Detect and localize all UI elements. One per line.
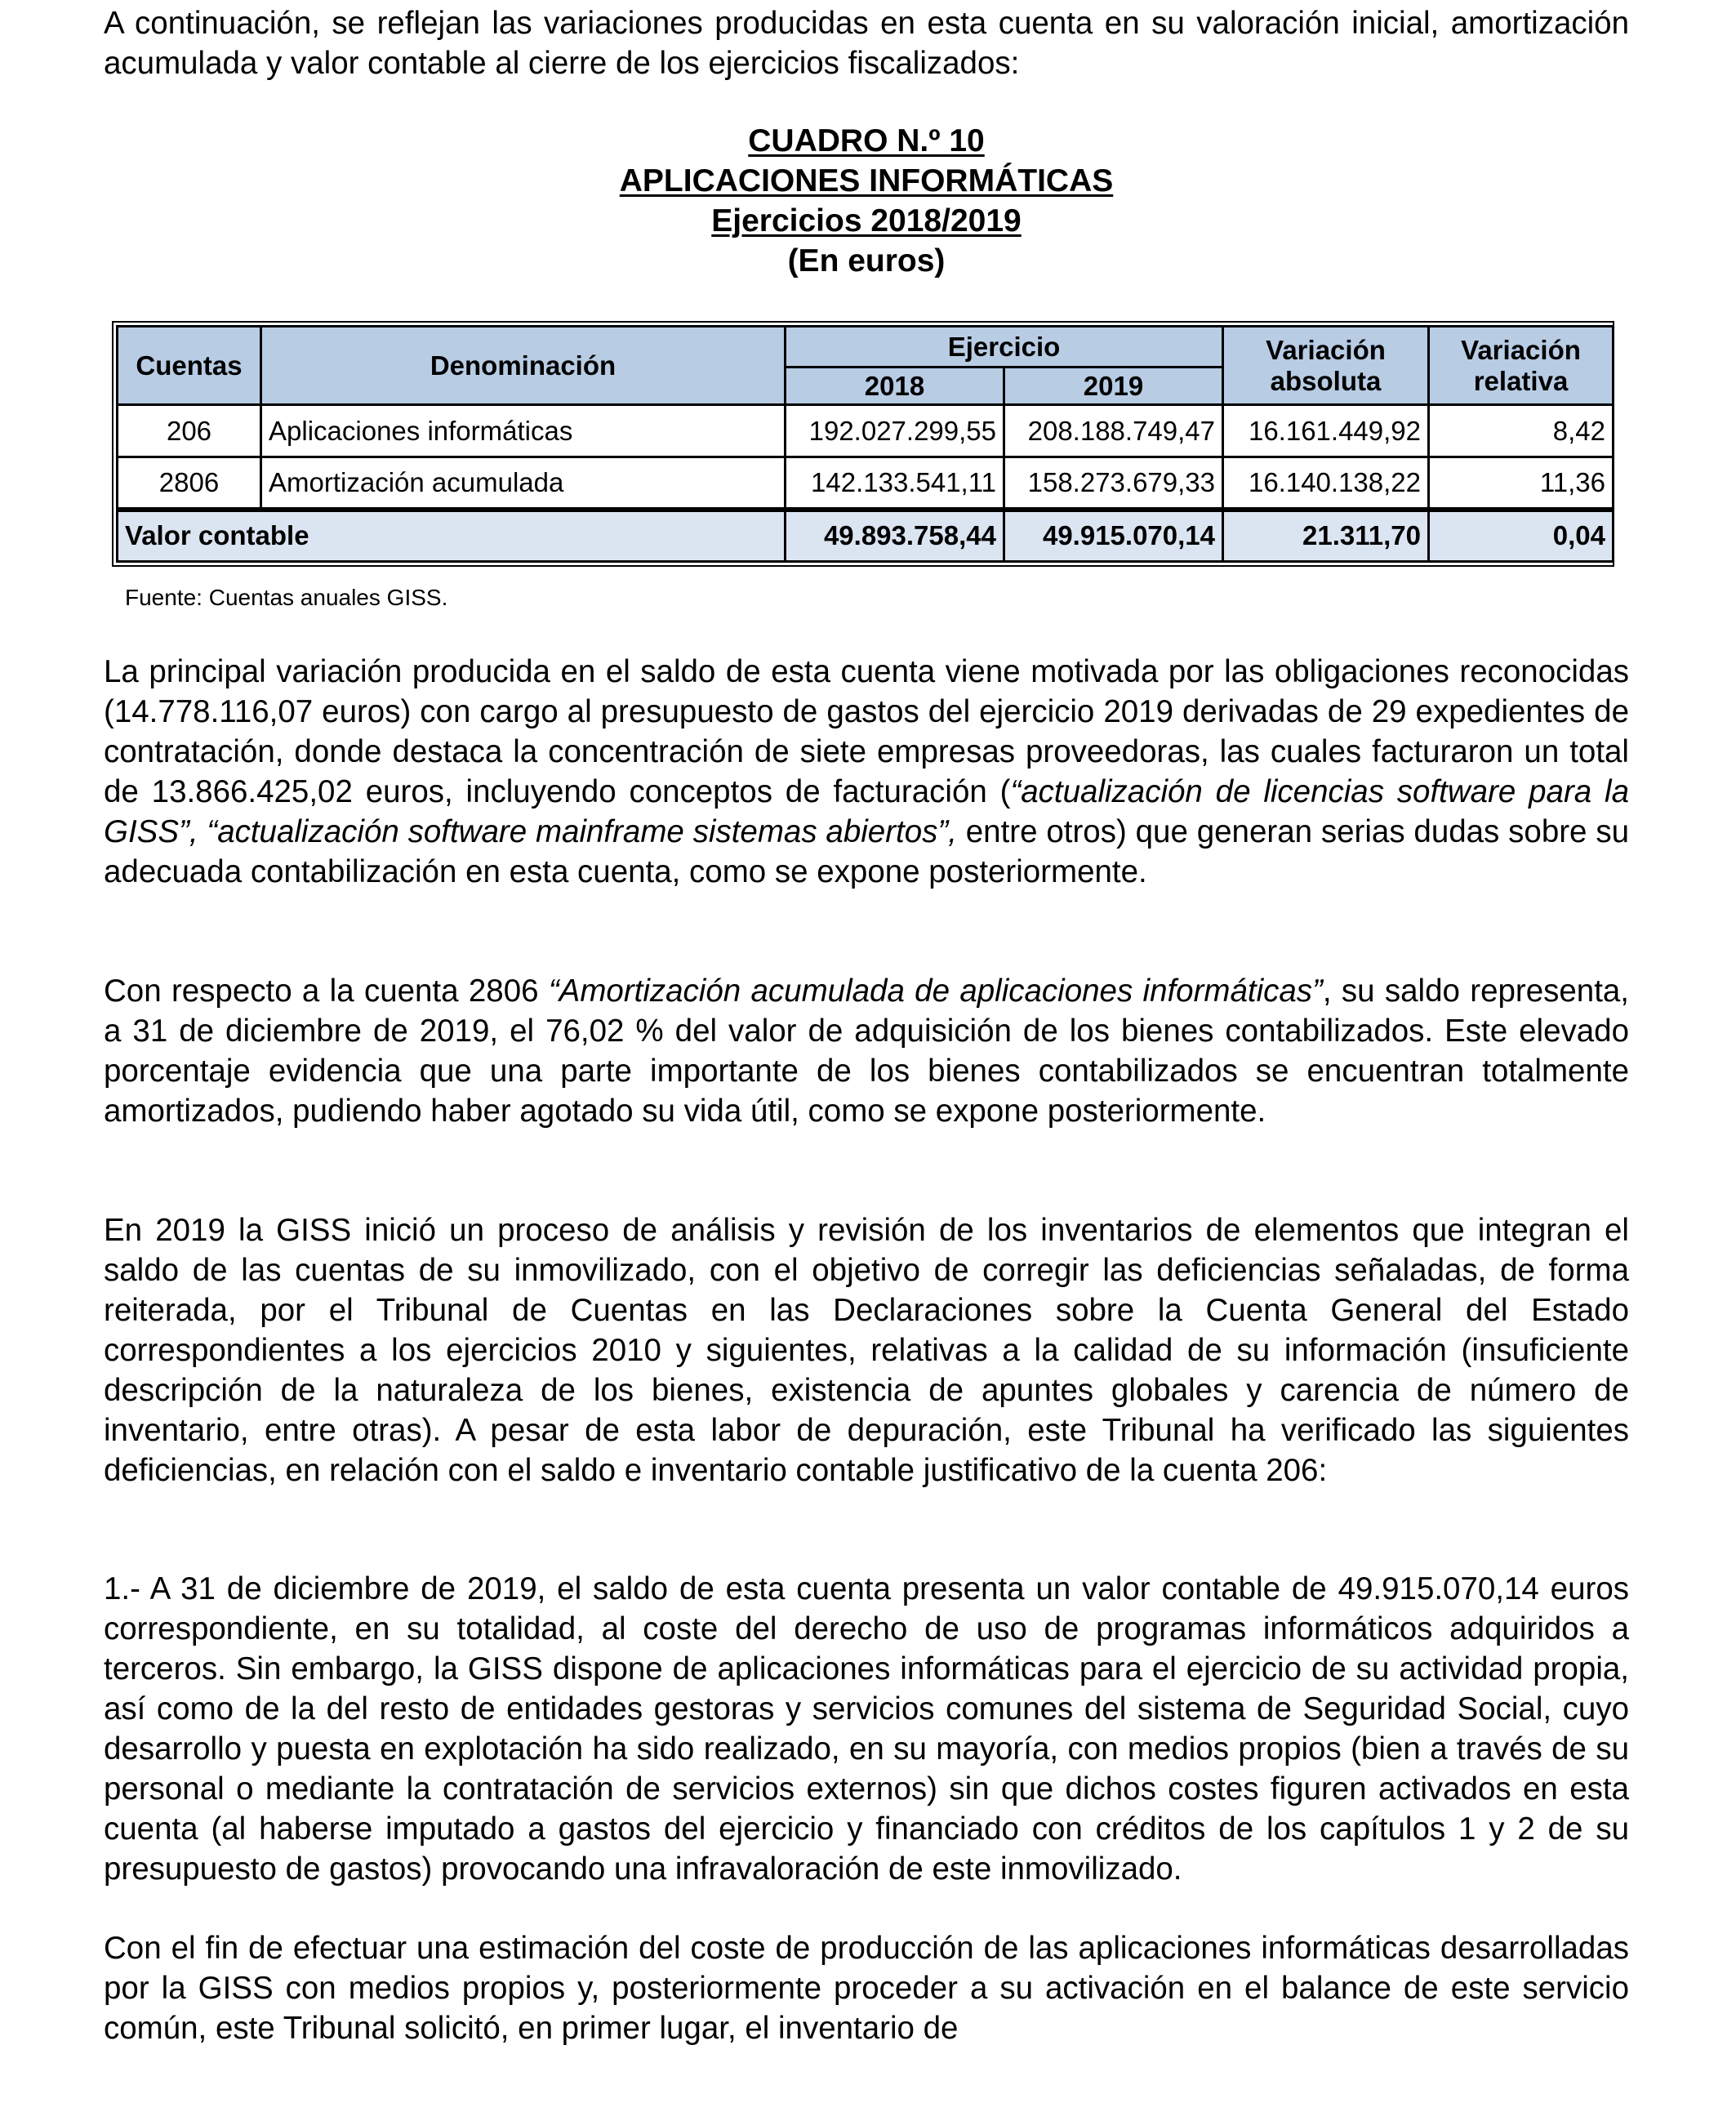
header-year-2018: 2018	[786, 368, 1004, 405]
cell-total-label: Valor contable	[118, 510, 786, 562]
cell-2018: 192.027.299,55	[786, 405, 1004, 457]
table-title: APLICACIONES INFORMÁTICAS	[619, 163, 1114, 198]
italic-quote: “actualización de licencias software para la GISS”, “actualización software mainframe sistemas abiertos”,	[104, 774, 1629, 849]
cell-2018: 142.133.541,11	[786, 457, 1004, 510]
cell-total-2019: 49.915.070,14	[1004, 510, 1223, 562]
cell-variacion-relativa: 11,36	[1429, 457, 1614, 510]
table-total-row	[118, 510, 1614, 562]
italic-quote: “Amortización acumulada de aplicaciones informáticas”	[548, 974, 1323, 1009]
table-row	[118, 405, 1614, 457]
header-ejercicio: Ejercicio	[786, 327, 1223, 368]
cell-variacion-absoluta: 16.161.449,92	[1223, 405, 1429, 457]
cuadro-table-frame	[112, 321, 1614, 567]
cell-denominacion: Amortización acumulada	[261, 457, 786, 510]
cuadro-table	[116, 325, 1614, 563]
table-title-block	[104, 121, 1629, 281]
table-source-note: Fuente: Cuentas anuales GISS.	[125, 585, 448, 610]
table-period: Ejercicios 2018/2019	[711, 203, 1022, 238]
table-row	[118, 457, 1614, 510]
paragraph-deficiencia-1: 1.- A 31 de diciembre de 2019, el saldo de esta cuenta presenta un valor contable de 49.915.070,14 euros correspondiente, en su totalidad, al coste del derecho de uso de programas informáticos adquiridos a terceros. Sin embargo, la GISS dispone de aplicaciones informáticas para el ejercicio de su actividad propia, así como de la del resto de entidades gestoras y servicios comunes del sistema de Seguridad Social, cuyo desarrollo y puesta en explotación ha sido realizado, en su mayoría, con medios propios (bien a través de su personal o mediante la contratación de servicios externos) sin que dichos costes figuren activados en esta cuenta (al haberse imputado a gastos del ejercicio y financiado con créditos de los capítulos 1 y 2 de su presupuesto de gastos) provocando una infravaloración de este inmovilizado.	[104, 1571, 1629, 1887]
cell-variacion-relativa: 8,42	[1429, 405, 1614, 457]
header-year-2019: 2019	[1004, 368, 1223, 405]
header-denominacion: Denominación	[261, 327, 786, 405]
cell-cuenta: 206	[118, 405, 261, 457]
cell-denominacion: Aplicaciones informáticas	[261, 405, 786, 457]
text-run: Con respecto a la cuenta 2806	[104, 974, 549, 1009]
table-units: (En euros)	[787, 243, 946, 278]
paragraph-revision-inventarios: En 2019 la GISS inició un proceso de análisis y revisión de los inventarios de elementos que integran el saldo de las cuentas de su inmovilizado, con el objetivo de corregir las deficiencias señaladas, de forma reiterada, por el Tribunal de Cuentas en las Declaraciones sobre la Cuenta General del Estado correspondientes a los ejercicios 2010 y siguientes, relativas a la calidad de su información (insuficiente descripción de la naturaleza de los bienes, existencia de apuntes globales y carencia de número de inventario, entre otras). A pesar de esta labor de depuración, este Tribunal ha verificado las siguientes deficiencias, en relación con el saldo e inventario contable justificativo de la cuenta 206:	[104, 1213, 1629, 1488]
text-run: entre otros) que generan serias dudas sobre su adecuada contabilización en esta cuenta, como se expone posteriormente.	[104, 814, 1629, 889]
header-variacion-absoluta: Variación absoluta	[1223, 327, 1429, 405]
intro-paragraph: A continuación, se reflejan las variaciones producidas en esta cuenta en su valoración inicial, amortización acumulada y valor contable al cierre de los ejercicios fiscalizados:	[104, 6, 1629, 81]
header-cuentas: Cuentas	[118, 327, 261, 405]
cell-cuenta: 2806	[118, 457, 261, 510]
cell-total-variacion-absoluta: 21.311,70	[1223, 510, 1429, 562]
text-run: , su saldo representa, a 31 de diciembre de 2019, el 76,02 % del valor de adquisición de los bienes contabilizados. Este elevado porcentaje evidencia que una parte importante de los bienes contabilizados se encuentran totalmente amortizados, pudiendo haber agotado su vida útil, como se expone posteriormente.	[104, 974, 1630, 1129]
cell-variacion-absoluta: 16.140.138,22	[1223, 457, 1429, 510]
cell-2019: 158.273.679,33	[1004, 457, 1223, 510]
paragraph-variacion	[104, 652, 1629, 892]
header-variacion-relativa: Variación relativa	[1429, 327, 1614, 405]
cell-2019: 208.188.749,47	[1004, 405, 1223, 457]
cell-total-2018: 49.893.758,44	[786, 510, 1004, 562]
cell-total-variacion-relativa: 0,04	[1429, 510, 1614, 562]
paragraph-estimacion-coste: Con el fin de efectuar una estimación del coste de producción de las aplicaciones informáticas desarrolladas por la GISS con medios propios y, posteriormente proceder a su activación en el balance de este servicio común, este Tribunal solicitó, en primer lugar, el inventario de	[104, 1931, 1629, 2046]
table-number: CUADRO N.º 10	[748, 123, 985, 158]
text-run: La principal variación producida en el saldo de esta cuenta viene motivada por las obligaciones reconocidas (14.778.116,07 euros) con cargo al presupuesto de gastos del ejercicio 2019 derivadas de 29 expedientes de contratación, donde destaca la concentración de siete empresas proveedoras, las cuales facturaron un total de 13.866.425,02 euros, incluyendo conceptos de facturación (	[104, 654, 1629, 809]
paragraph-amortizacion	[104, 971, 1629, 1131]
